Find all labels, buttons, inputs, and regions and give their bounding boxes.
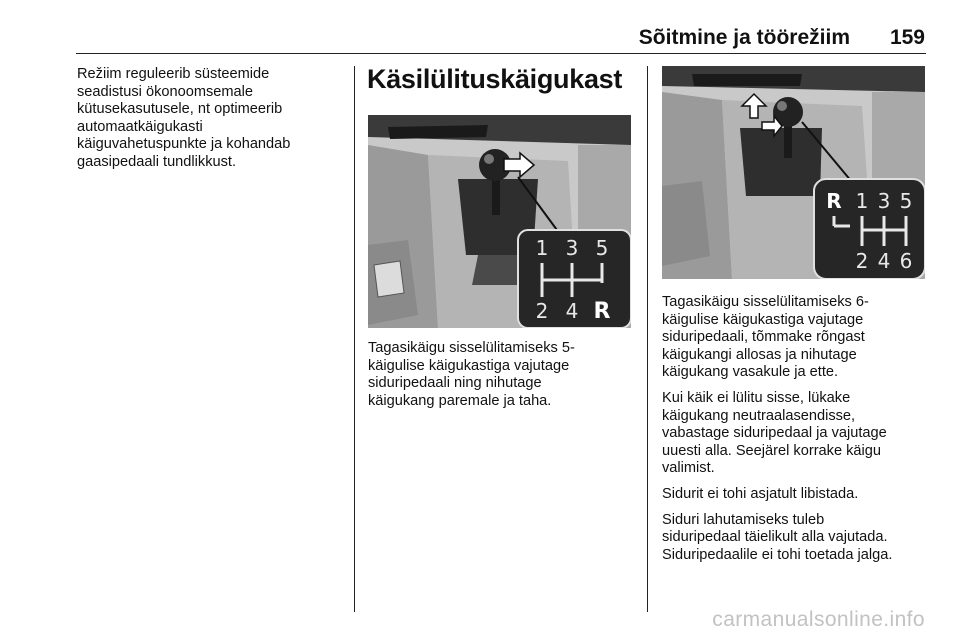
text-line: käigukangi allosas ja nihutage bbox=[662, 346, 857, 363]
text-line: käiguvahetuspunkte ja kohandab bbox=[77, 136, 291, 153]
header-rule bbox=[76, 53, 926, 54]
section-heading: Käsilülituskäigukast bbox=[367, 64, 623, 94]
gear-label: 4 bbox=[877, 249, 891, 273]
text-line: Režiim reguleerib süsteemide bbox=[77, 66, 270, 82]
text-line: siduripedaali ning nihutage bbox=[368, 375, 542, 392]
paragraph bbox=[77, 66, 342, 172]
column-1-text bbox=[77, 66, 342, 180]
text-line: siduripedaali, tõmmake rõngast bbox=[662, 329, 865, 346]
text-line: Siduri lahutamiseks tuleb bbox=[662, 511, 825, 528]
text-line: Tagasikäigu sisselülitamiseks 5- bbox=[368, 340, 575, 356]
gear-label: 5 bbox=[899, 189, 913, 213]
gear-label: 5 bbox=[595, 236, 609, 260]
text-line: vabastage siduripedaal ja vajutage bbox=[662, 425, 887, 442]
text-line: gaasipedaali tundlikkust. bbox=[77, 153, 237, 170]
gear-label: R bbox=[826, 189, 842, 213]
text-line: valimist. bbox=[662, 460, 715, 477]
six-speed-shift-pattern-photo bbox=[662, 66, 925, 279]
text-line: käigulise käigukastiga vajutage bbox=[662, 311, 864, 328]
column-2-text bbox=[368, 340, 636, 418]
text-line: seadistusi ökonoomsemale bbox=[77, 83, 254, 100]
gear-label: R bbox=[593, 299, 611, 324]
text-line: Tagasikäigu sisselülitamiseks 6- bbox=[662, 294, 869, 310]
gear-label: 1 bbox=[855, 189, 869, 213]
column-3-text bbox=[662, 294, 930, 572]
text-line: automaatkäigukasti bbox=[77, 118, 203, 135]
gear-label: 6 bbox=[899, 249, 913, 273]
text-line: käigukang vasakule ja ette. bbox=[662, 364, 839, 381]
gear-label: 4 bbox=[565, 299, 579, 323]
text-line: Siduripedaalile ei tohi toetada jalga. bbox=[662, 546, 893, 563]
text-line: kütusekasutusele, nt optimeerib bbox=[77, 101, 283, 118]
column-divider bbox=[354, 66, 355, 612]
text-line: käigukang neutraalasendisse, bbox=[662, 407, 856, 424]
gear-label: 2 bbox=[535, 299, 549, 323]
gear-label: 3 bbox=[565, 236, 579, 260]
paragraph bbox=[662, 486, 930, 504]
gear-label: 2 bbox=[855, 249, 869, 273]
watermark: carmanualsonline.info bbox=[712, 608, 925, 631]
paragraph bbox=[662, 390, 930, 478]
text-line: käigukang paremale ja taha. bbox=[368, 392, 552, 409]
gear-label: 3 bbox=[877, 189, 891, 213]
paragraph bbox=[368, 340, 636, 410]
paragraph bbox=[662, 512, 930, 565]
paragraph bbox=[662, 294, 930, 382]
gear-label: 1 bbox=[535, 236, 549, 260]
text-line: uuesti alla. Seejärel korrake käigu bbox=[662, 442, 882, 459]
text-line: Kui käik ei lülitu sisse, lükake bbox=[662, 389, 851, 406]
column-divider bbox=[647, 66, 648, 612]
header-title: Sõitmine ja töörežiim bbox=[638, 26, 850, 49]
five-speed-shift-pattern-photo bbox=[368, 115, 631, 328]
text-line: käigulise käigukastiga vajutage bbox=[368, 357, 570, 374]
page-number: 159 bbox=[889, 26, 925, 49]
text-line: siduripedaal täielikult alla vajutada. bbox=[662, 529, 888, 546]
text-line: Sidurit ei tohi asjatult libistada. bbox=[662, 485, 859, 502]
